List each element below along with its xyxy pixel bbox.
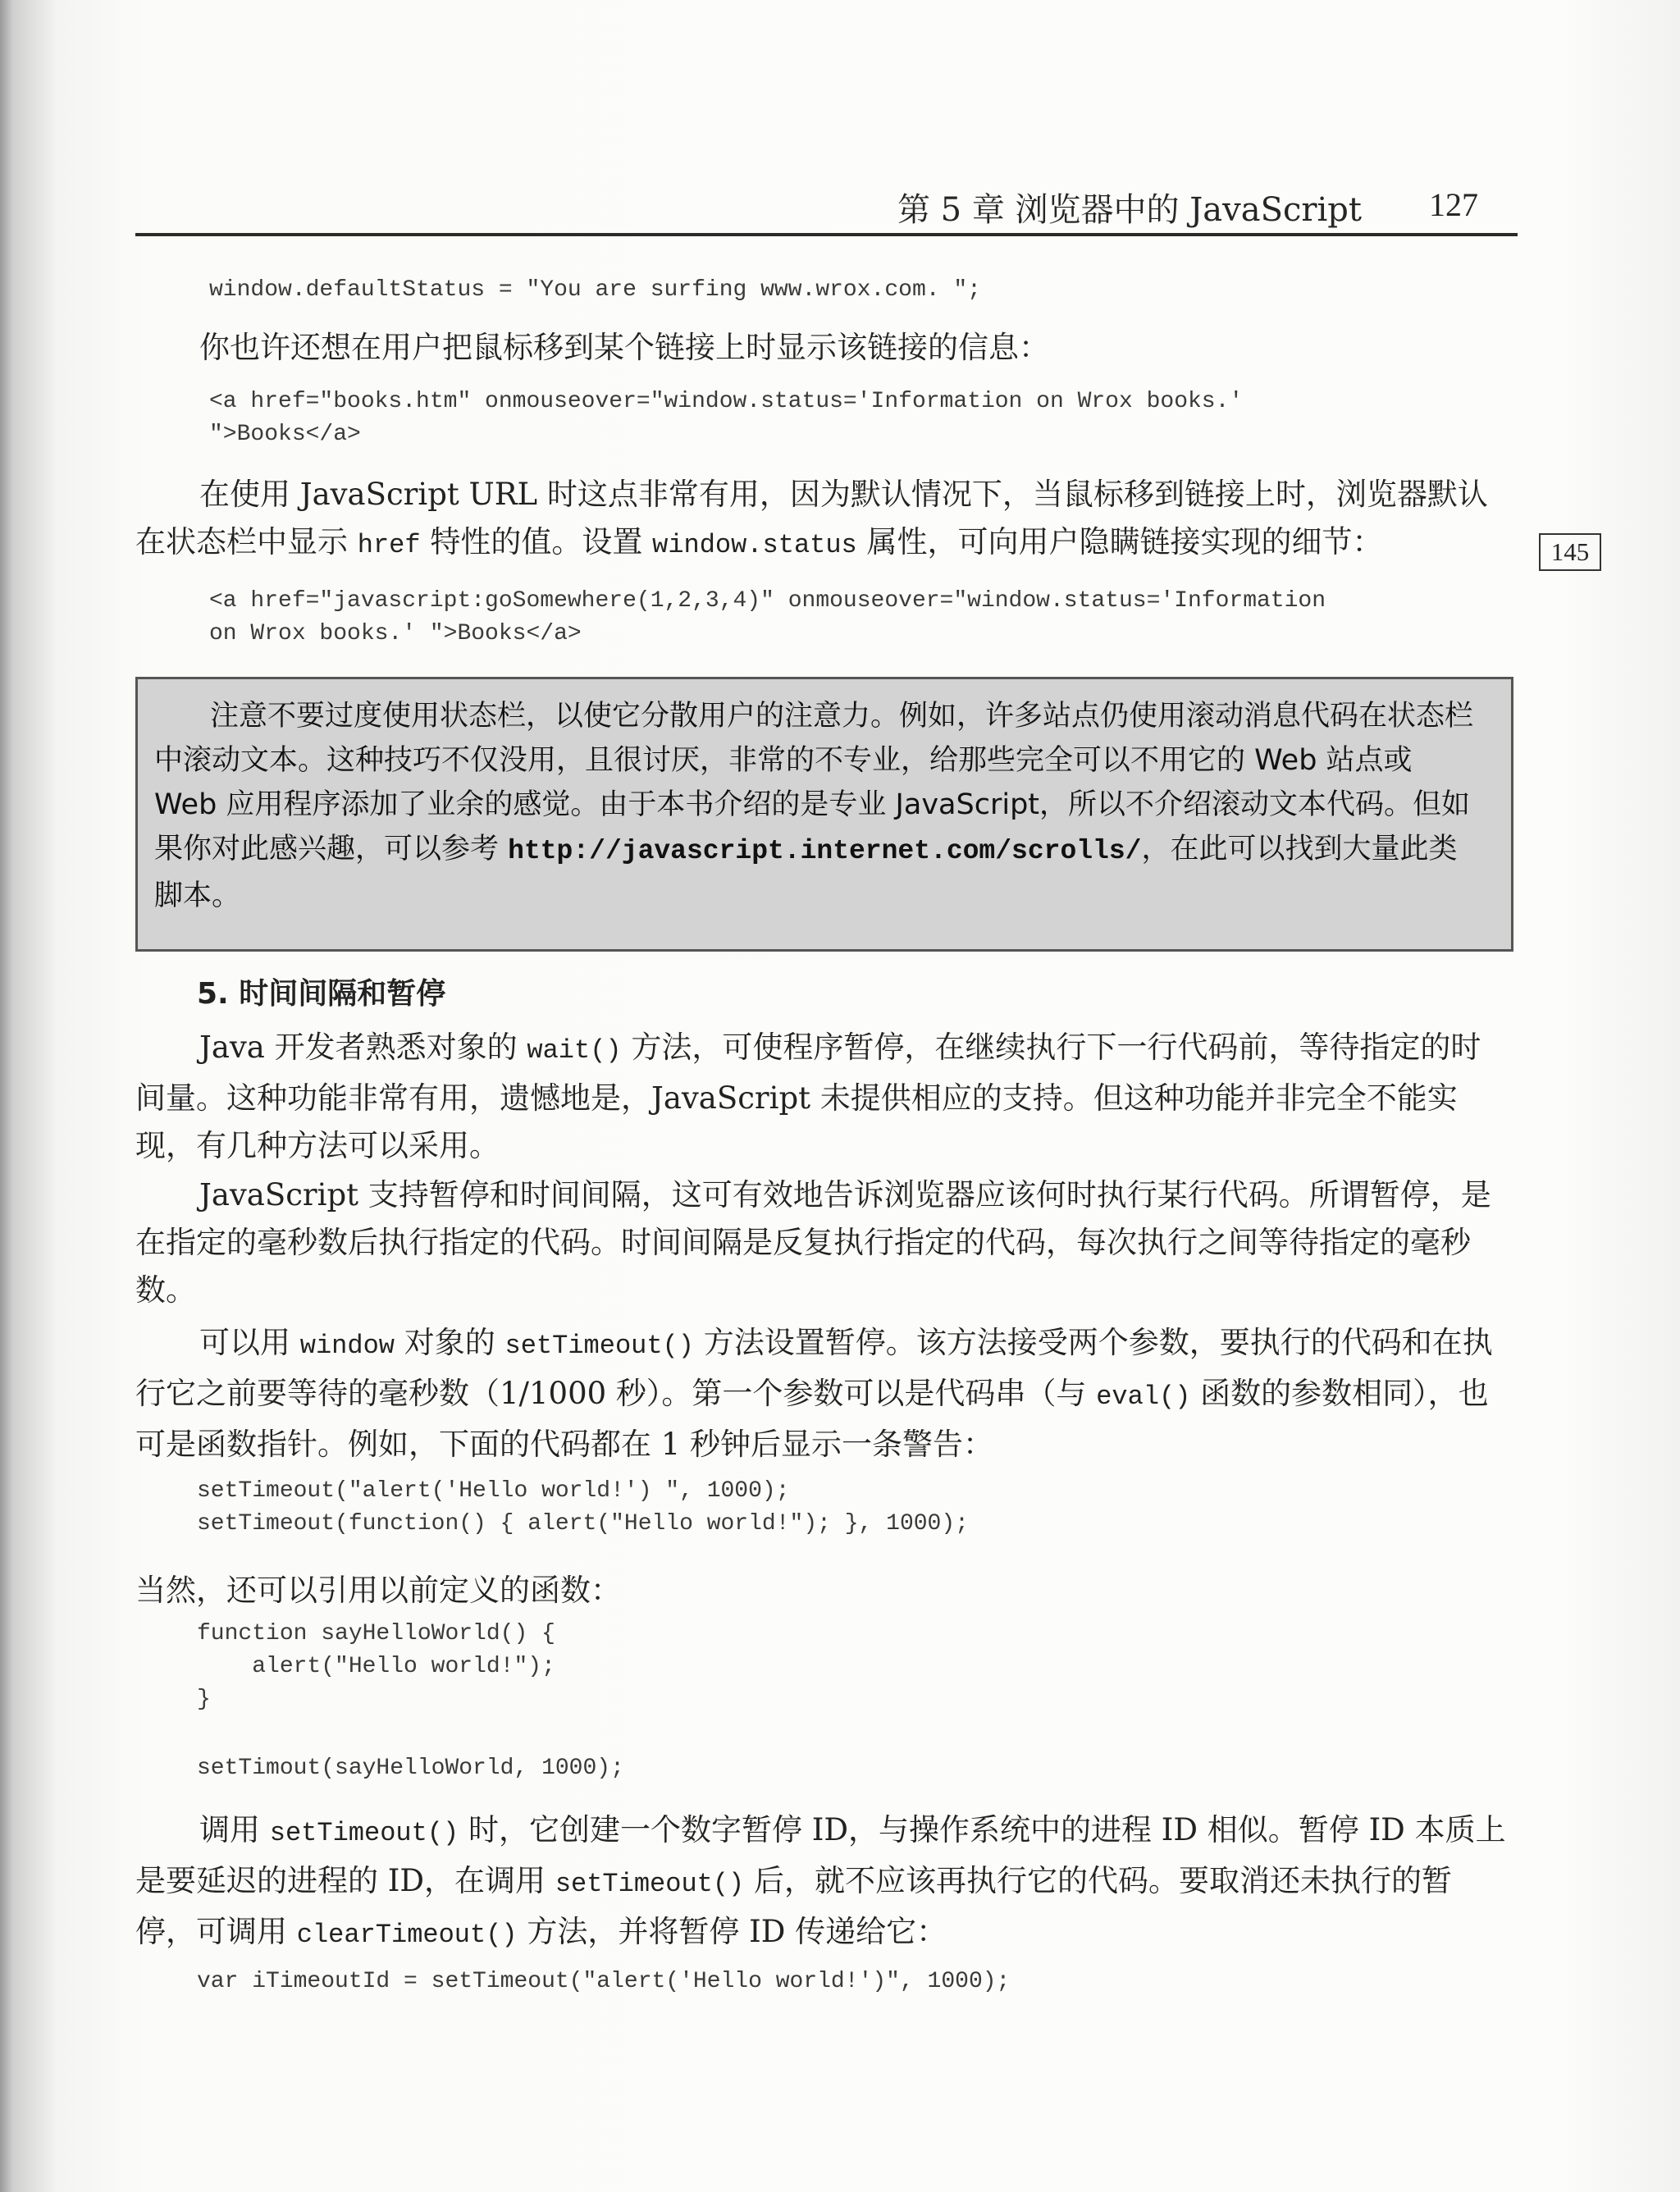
- code-timeout-id: var iTimeoutId = setTimeout("alert('Hello world!')", 1000);: [197, 1969, 1011, 1994]
- original-page-number-box: 145: [1539, 533, 1601, 571]
- paragraph-link-info: 你也许还想在用户把鼠标移到某个链接上时显示该链接的信息：: [199, 330, 1049, 365]
- section-heading: 5. 时间间隔和暂停: [197, 977, 446, 1011]
- paragraph-settimeout: 可以用 window 对象的 setTimeout() 方法设置暂停。该方法接受两个参数，要执行的代码和在执行它之前要等待的毫秒数（1/1000 秒）。第一个参数可以是代码串（与 eval() 函数的参数相同），也可是函数指针。例如，下面的代码都在 1 秒钟后显示一条警告：: [135, 1325, 1493, 1462]
- paragraph-predefined-function: 当然，还可以引用以前定义的函数：: [135, 1573, 621, 1608]
- code-settimeout-examples: setTimeout("alert('Hello world!') ", 1000); setTimeout(function() { alert("Hello world!"); }, 1000);: [197, 1478, 969, 1537]
- chapter-title: 第 5 章 浏览器中的 JavaScript: [897, 191, 1362, 229]
- paragraph-timeouts-intervals: JavaScript 支持暂停和时间间隔，这可有效地告诉浏览器应该何时执行某行代码。所谓暂停，是在指定的毫秒数后执行指定的代码。时间间隔是反复执行指定的代码，每次执行之间等待指定的毫秒数。: [135, 1177, 1491, 1308]
- note-box: [135, 677, 1513, 952]
- code-javascript-link: <a href="javascript:goSomewhere(1,2,3,4)" onmouseover="window.status='Information on Wrox books.' ">Books</a>: [209, 588, 1326, 646]
- code-say-hello-function: function sayHelloWorld() { alert("Hello world!"); }: [197, 1621, 555, 1712]
- paragraph-javascript-url: 在使用 JavaScript URL 时这点非常有用，因为默认情况下，当鼠标移到链接上时，浏览器默认在状态栏中显示 href 特性的值。设置 window.status 属性，可向用户隐瞒链接实现的细节：: [135, 477, 1488, 560]
- code-books-link: <a href="books.htm" onmouseover="window.status='Information on Wrox books.' ">Books</a>: [209, 389, 1244, 447]
- paragraph-java-wait: Java 开发者熟悉对象的 wait() 方法，可使程序暂停，在继续执行下一行代码前，等待指定的时间量。这种功能非常有用，遗憾地是，JavaScript 未提供相应的支持。但这种功能并非完全不能实现，有几种方法可以采用。: [135, 1030, 1481, 1163]
- paragraph-timeout-id: 调用 setTimeout() 时，它创建一个数字暂停 ID，与操作系统中的进程 ID 相似。暂停 ID 本质上是要延迟的进程的 ID，在调用 setTimeout() 后，就不应该再执行它的代码。要取消还未执行的暂停，可调用 clearTimeout() 方法，并将暂停 ID 传递给它：: [135, 1812, 1506, 1950]
- code-settimout-call: setTimout(sayHelloWorld, 1000);: [197, 1756, 624, 1781]
- scripts-url: http://javascript.internet.com/scrolls/: [508, 836, 1142, 866]
- running-header: [135, 180, 1518, 236]
- note-text: 注意不要过度使用状态栏，以使它分散用户的注意力。例如，许多站点仍使用滚动消息代码在状态栏中滚动文本。这种技巧不仅没用，且很讨厌，非常的不专业，给那些完全可以不用它的 Web 站点或 Web 应用程序添加了业余的感觉。由于本书介绍的是专业 JavaScript，所以不介绍滚动文本代码。但如果你对此感兴趣，可以参考 http://javascript.internet.com/scrolls/，在此可以找到大量此类脚本。: [154, 700, 1474, 912]
- code-default-status: window.defaultStatus = "You are surfing www.wrox.com. ";: [209, 277, 981, 303]
- page-number: 127: [1429, 186, 1478, 223]
